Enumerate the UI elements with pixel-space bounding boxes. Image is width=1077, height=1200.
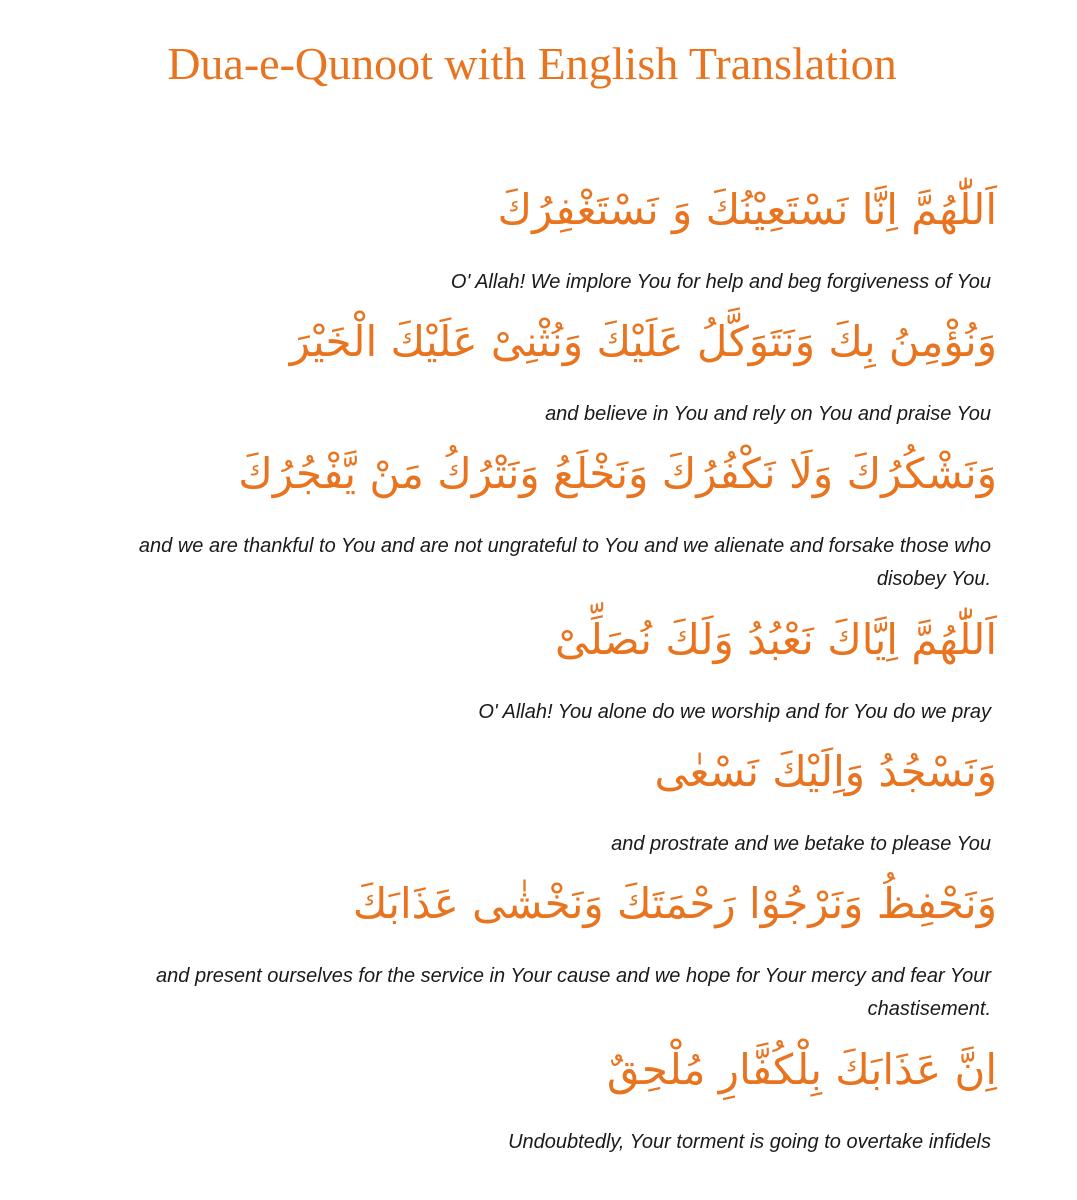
verse-2-translation: and believe in You and rely on You and praise You <box>545 403 991 425</box>
verse-6-translation: and present ourselves for the service in Your cause and we hope for Your mercy and fear Your chastisement. <box>156 965 991 1020</box>
verse-5-translation: and prostrate and we betake to please You <box>611 833 991 855</box>
verse-1-arabic: اَللّٰهُمَّ اِنَّا نَسْتَعِيْنُكَ وَ نَسْتَغْفِرُكَ <box>497 185 997 234</box>
verse-3-arabic: وَنَشْكُرُكَ وَلَا نَكْفُرُكَ وَنَخْلَعُ وَنَتْرُكُ مَنْ يَّفْجُرُكَ <box>238 449 997 498</box>
verse-1-translation: O' Allah! We implore You for help and beg forgiveness of You <box>450 271 991 293</box>
verse-2-arabic: وَنُؤْمِنُ بِكَ وَنَتَوَكَّلُ عَلَيْكَ وَنُثْنِىْ عَلَيْكَ الْخَيْرَ <box>289 317 997 366</box>
verse-3-translation: and we are thankful to You and are not ungrateful to You and we alienate and forsake those who disobey You. <box>138 535 991 590</box>
verse-5-arabic: وَنَسْجُدُ وَاِلَيْكَ نَسْعٰى <box>654 747 997 796</box>
verse-7-translation: Undoubtedly, Your torment is going to overtake infidels <box>508 1131 991 1153</box>
verse-6-arabic: وَنَحْفِظُ وَنَرْجُوْا رَحْمَتَكَ وَنَخْشٰى عَذَابَكَ <box>352 879 997 928</box>
verse-7-arabic: اِنَّ عَذَابَكَ بِلْكُفَّارِ مُلْحِقٌ <box>606 1045 997 1094</box>
page-title: Dua-e-Qunoot with English Translation <box>167 38 897 89</box>
verse-4-arabic: اَللّٰهُمَّ اِيَّاكَ نَعْبُدُ وَلَكَ نُصَلِّىْ <box>554 615 997 664</box>
verse-4-translation: O' Allah! You alone do we worship and for You do we pray <box>478 701 991 723</box>
